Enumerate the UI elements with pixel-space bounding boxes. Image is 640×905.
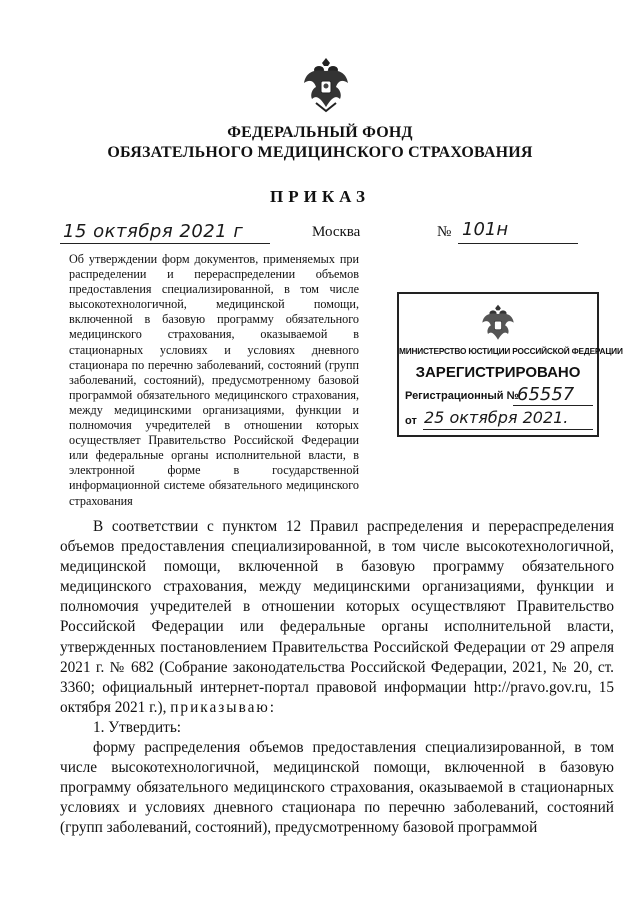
order-keyword: приказываю: bbox=[170, 698, 277, 716]
stamp-emblem-icon bbox=[480, 304, 516, 344]
paragraph-basis bbox=[60, 517, 614, 718]
organization-name-line2: ОБЯЗАТЕЛЬНОГО МЕДИЦИНСКОГО СТРАХОВАНИЯ bbox=[107, 144, 533, 161]
document-body bbox=[60, 517, 614, 839]
stamp-registered-label: ЗАРЕГИСТРИРОВАНО bbox=[415, 364, 581, 381]
coat-of-arms-emblem bbox=[302, 57, 350, 113]
date-underline bbox=[60, 243, 270, 244]
organization-name-line1: ФЕДЕРАЛЬНЫЙ ФОНД bbox=[227, 124, 413, 141]
basis-text: В соответствии с пунктом 12 Правил распределения и перераспределения объемов предоставления специализированной, в том числе высокотехнологичной, медицинской помощи, включенной в базовую программу обязательного медицинского страхования, между медицинскими организациями, функции и полномочия учредителей в отношении которых осуществляют Правительство Российской Федерации или федеральные органы исполнительной власти, утвержденных постановлением Правительства Российской Федерации от 29 апреля 2021 г. № 682 (Собрание законодательства Российской Федерации, 2021, № 20, ст. 3360; официальный интернет-портал правовой информации http://pravo.gov.ru, 15 октября 2021 г.), bbox=[60, 518, 614, 716]
stamp-reg-date: 25 октября 2021. bbox=[424, 408, 569, 427]
city-name: Москва bbox=[312, 224, 361, 240]
stamp-reg-number: 65557 bbox=[517, 384, 575, 405]
order-subject: Об утверждении форм документов, применяемых при распределении и перераспределении объемов предоставления специализированной, в том числе высокотехнологичной, медицинской помощи, включенной в базовую программу обязательного медицинского страхования, оказываемой в стационарных условиях и условиях дневного стационара по перечню заболеваний, состояний (групп заболеваний, состояний), предусмотренному базовой программой обязательного медицинского страхования, между медицинскими организациями, функции и полномочия учредителей в отношении которых осуществляет Правительство Российской Федерации или федеральные органы исполнительной власти, в электронной форме в государственной информационной системе обязательного медицинского страхования bbox=[69, 252, 359, 508]
item-1-heading: 1. Утвердить: bbox=[93, 718, 182, 736]
stamp-date-underline bbox=[423, 429, 593, 430]
registration-stamp bbox=[397, 292, 623, 437]
number-sign: № bbox=[437, 224, 452, 240]
stamp-ministry-name: МИНИСТЕРСТВО ЮСТИЦИИ РОССИЙСКОЙ ФЕДЕРАЦИИ bbox=[399, 346, 623, 356]
stamp-number-underline bbox=[513, 405, 593, 406]
order-number: 101н bbox=[462, 219, 509, 240]
number-underline bbox=[458, 243, 578, 244]
document-type-title: ПРИКАЗ bbox=[270, 187, 370, 206]
order-date: 15 октября 2021 г bbox=[63, 221, 244, 242]
item-1-text: форму распределения объемов предоставления специализированной, в том числе высокотехнологичной, медицинской помощи, включенной в базовую программу обязательного медицинского страхования, оказываемой в стационарных условиях и условиях дневного стационара по перечню заболеваний, состояний (групп заболеваний, состояний), предусмотренному базовой программой bbox=[60, 739, 614, 837]
stamp-reg-number-label: Регистрационный № bbox=[405, 390, 519, 402]
stamp-date-label: от bbox=[405, 415, 417, 427]
